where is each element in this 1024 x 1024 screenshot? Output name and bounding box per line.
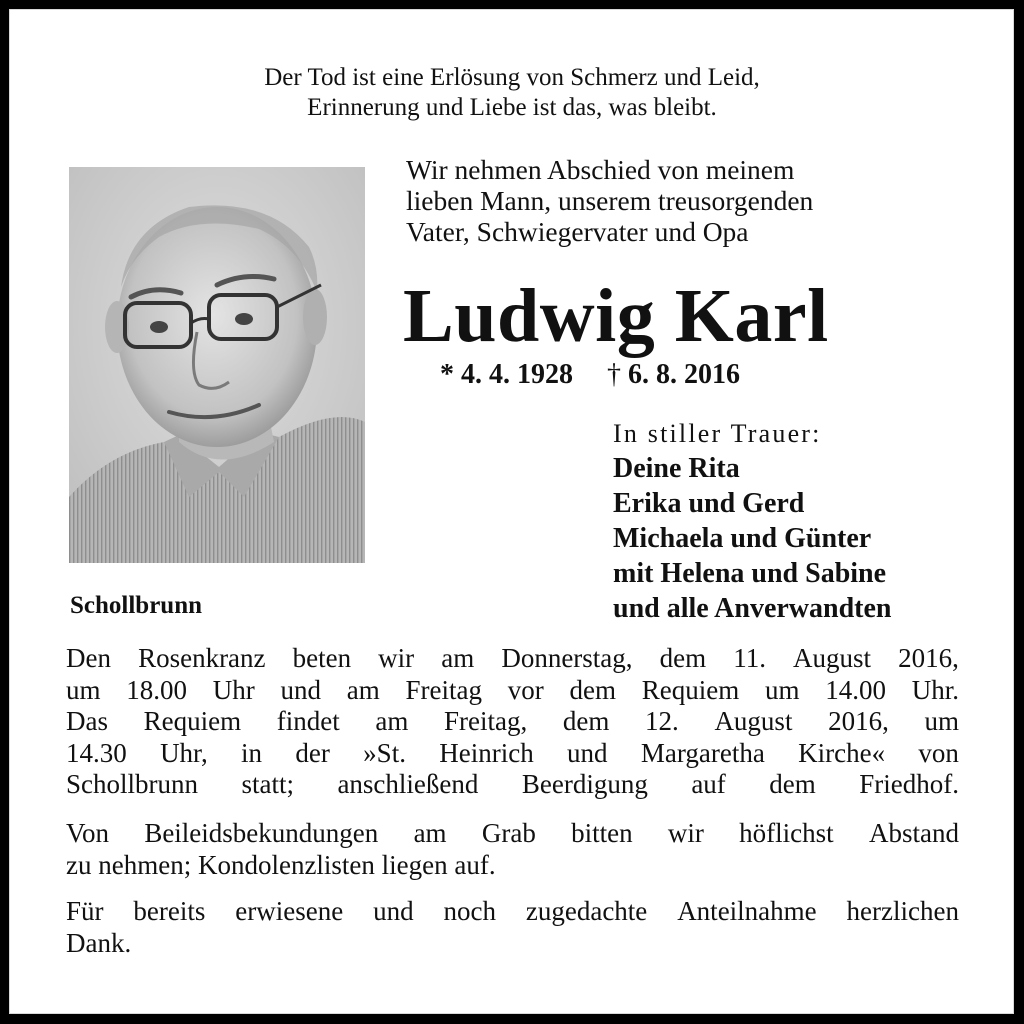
portrait-image <box>69 167 365 563</box>
motto-line-2: Erinnerung und Liebe ist das, was bleibt. <box>307 94 717 121</box>
intro-line-3: Vater, Schwiegervater und Opa <box>406 216 749 247</box>
mourner-line: Deine Rita <box>613 453 740 484</box>
paragraph-line: Für bereits erwiesene und noch zugedachte Anteilnahme herzlichen <box>66 896 959 926</box>
paragraph-line: Den Rosenkranz beten wir am Donnerstag, dem 11. August 2016, <box>66 643 959 673</box>
place-name: Schollbrunn <box>70 592 203 619</box>
paragraph-line: zu nehmen; Kondolenzlisten liegen auf. <box>66 849 496 880</box>
mourner-line: und alle Anverwandten <box>613 593 892 624</box>
intro-line-2: lieben Mann, unserem treusorgenden <box>406 185 814 216</box>
paragraph-line: um 18.00 Uhr und am Freitag vor dem Requiem um 14.00 Uhr. <box>66 674 959 705</box>
birth-star-icon: * <box>440 359 454 390</box>
intro-text <box>406 154 813 247</box>
paragraph-line: Schollbrunn statt; anschließend Beerdigung auf dem Friedhof. <box>66 769 959 799</box>
announcement-paragraph-services <box>66 643 959 801</box>
motto-line-1: Der Tod ist eine Erlösung von Schmerz und Leid, <box>264 64 760 91</box>
birth-date: 4. 4. 1928 <box>461 359 573 390</box>
paragraph-line: Von Beileidsbekundungen am Grab bitten wir höflichst Abstand <box>66 818 959 848</box>
death-date: 6. 8. 2016 <box>628 359 740 390</box>
announcement-paragraph-thanks <box>66 896 959 959</box>
deceased-name: Ludwig Karl <box>403 274 829 358</box>
portrait-photo <box>69 167 365 563</box>
announcement-paragraph-condolences <box>66 818 959 881</box>
mourners-list <box>613 451 892 626</box>
motto <box>0 63 1024 123</box>
mourning-label: In stiller Trauer: <box>613 419 822 448</box>
mourner-line: Michaela und Günter <box>613 523 872 554</box>
paragraph-line: 14.30 Uhr, in der »St. Heinrich und Margaretha Kirche« von <box>66 737 959 768</box>
intro-line-1: Wir nehmen Abschied von meinem <box>406 154 795 185</box>
mourner-line: mit Helena und Sabine <box>613 558 887 589</box>
mourner-line: Erika und Gerd <box>613 488 805 519</box>
death-cross-icon: † <box>607 359 621 390</box>
paragraph-line: Dank. <box>66 927 132 958</box>
life-dates <box>440 357 740 393</box>
paragraph-line: Das Requiem findet am Freitag, dem 12. August 2016, um <box>66 706 959 736</box>
